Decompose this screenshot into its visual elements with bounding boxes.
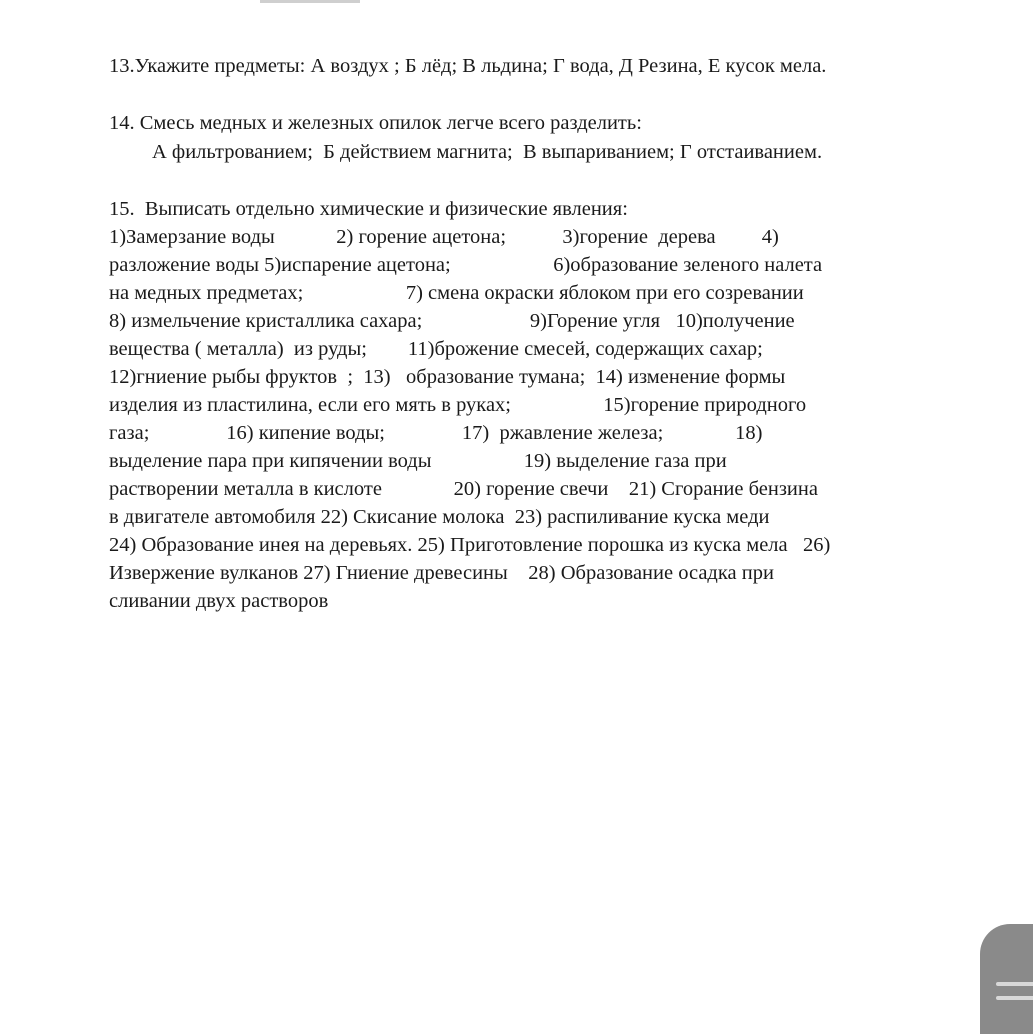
question-15-line: изделия из пластилина, если его мять в руках; 15)горение природного [109, 394, 807, 416]
question-15-line: сливании двух растворов [109, 590, 329, 612]
question-15-line: 12)гниение рыбы фруктов ; 13) образование тумана; 14) изменение формы [109, 366, 786, 388]
floating-menu-button[interactable] [980, 924, 1033, 1034]
top-edge-shadow [260, 0, 360, 3]
question-15-line: вещества ( металла) из руды; 11)брожение смесей, содержащих сахар; [109, 338, 763, 360]
question-15-line: 8) измельчение кристаллика сахара; 9)Горение угля 10)получение [109, 310, 795, 332]
question-15-line: в двигателе автомобиля 22) Скисание молока 23) распиливание куска меди [109, 506, 770, 528]
question-14-options: А фильтрованием; Б действием магнита; В выпариванием; Г отстаиванием. [152, 141, 823, 163]
question-15-line: 24) Образование инея на деревьях. 25) Приготовление порошка из куска мела 26) [109, 534, 831, 556]
menu-bar-icon [996, 982, 1033, 986]
question-15-line: 1)Замерзание воды 2) горение ацетона; 3)горение дерева 4) [109, 226, 779, 248]
question-15-line: выделение пара при кипячении воды 19) выделение газа при [109, 450, 727, 472]
question-15-line: растворении металла в кислоте 20) горение свечи 21) Сгорание бензина [109, 478, 818, 500]
question-15-line: разложение воды 5)испарение ацетона; 6)образование зеленого налета [109, 254, 823, 276]
question-13-line: 13.Укажите предметы: А воздух ; Б лёд; В льдина; Г вода, Д Резина, Е кусок мела. [109, 55, 827, 77]
question-15-line: на медных предметах; 7) смена окраски яблоком при его созревании [109, 282, 804, 304]
question-15-title: 15. Выписать отдельно химические и физические явления: [109, 198, 628, 220]
menu-bar-icon [996, 996, 1033, 1000]
question-14-line: 14. Смесь медных и железных опилок легче всего разделить: [109, 112, 642, 134]
question-15-line: Извержение вулканов 27) Гниение древесины 28) Образование осадка при [109, 562, 774, 584]
question-15-line: газа; 16) кипение воды; 17) ржавление железа; 18) [109, 422, 763, 444]
